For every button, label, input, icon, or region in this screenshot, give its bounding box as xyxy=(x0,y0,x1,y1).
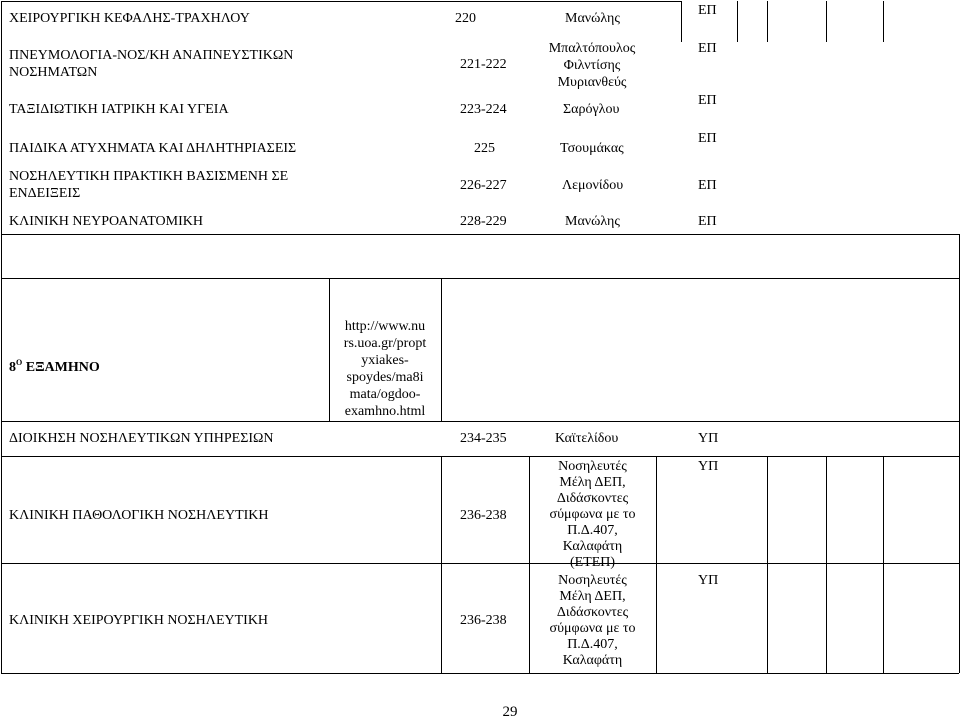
course-hours: 221-222 xyxy=(460,57,507,72)
instructor-line: Διδάσκοντες xyxy=(556,605,629,620)
course-type: ΕΠ xyxy=(698,41,717,56)
semester-number: 8 xyxy=(9,360,16,375)
instructor-line: Μπαλτόπουλος xyxy=(548,41,636,56)
course-type: ΕΠ xyxy=(698,178,717,193)
instructor-line: Π.Δ.407, xyxy=(567,637,618,652)
course-name: ΚΛΙΝΙΚΗ ΝΕΥΡΟΑΝΑΤΟΜΙΚΗ xyxy=(9,214,203,229)
course-type: ΥΠ xyxy=(698,573,719,588)
instructor-line: σύμφωνα με το xyxy=(549,621,636,636)
course-instructor: Τσουμάκας xyxy=(560,141,624,156)
instructor-line: (ΕΤΕΠ) xyxy=(569,555,616,570)
course-instructor: Καϊτελίδου xyxy=(555,431,619,446)
course-name: ΤΑΞΙΔΙΩΤΙΚΗ ΙΑΤΡΙΚΗ ΚΑΙ ΥΓΕΙΑ xyxy=(9,102,229,117)
instructor-line: Καλαφάτη xyxy=(562,653,623,668)
instructor-line: Καλαφάτη xyxy=(562,539,623,554)
semester-heading xyxy=(9,359,100,376)
course-name: ΚΛΙΝΙΚΗ ΠΑΘΟΛΟΓΙΚΗ ΝΟΣΗΛΕΥΤΙΚΗ xyxy=(9,508,269,523)
instructor-line: Μέλη ΔΕΠ, xyxy=(559,475,626,490)
semester-link-line[interactable]: spoydes/ma8i xyxy=(346,370,424,385)
course-name: ΠΑΙΔΙΚΑ ΑΤΥΧΗΜΑΤΑ ΚΑΙ ΔΗΛΗΤΗΡΙΑΣΕΙΣ xyxy=(9,141,297,156)
course-hours: 225 xyxy=(474,141,495,156)
course-hours: 236-238 xyxy=(460,613,507,628)
instructor-line: Νοσηλευτές xyxy=(558,459,627,474)
course-type: ΥΠ xyxy=(698,431,719,446)
course-name: ΚΛΙΝΙΚΗ ΧΕΙΡΟΥΡΓΙΚΗ ΝΟΣΗΛΕΥΤΙΚΗ xyxy=(9,613,269,628)
course-name-line: ΝΟΣΗΛΕΥΤΙΚΗ ΠΡΑΚΤΙΚΗ ΒΑΣΙΣΜΕΝΗ ΣΕ xyxy=(9,169,289,184)
course-type: ΕΠ xyxy=(698,3,717,18)
course-hours: 234-235 xyxy=(460,431,507,446)
course-type: ΕΠ xyxy=(698,93,717,108)
course-name: ΧΕΙΡΟΥΡΓΙΚΗ ΚΕΦΑΛΗΣ-ΤΡΑΧΗΛΟΥ xyxy=(9,11,250,26)
semester-superscript: Ο xyxy=(16,358,23,367)
semester-link-line[interactable]: yxiakes- xyxy=(361,353,409,368)
course-type: ΥΠ xyxy=(698,459,719,474)
instructor-line: Μυριανθεύς xyxy=(557,75,627,90)
instructor-line: σύμφωνα με το xyxy=(549,507,636,522)
semester-link-line[interactable]: http://www.nu xyxy=(344,319,426,334)
course-hours: 223-224 xyxy=(460,102,507,117)
course-instructor: Μανώλης xyxy=(565,11,620,26)
course-name-line: ΠΝΕΥΜΟΛΟΓΙΑ-ΝΟΣ/ΚΗ ΑΝΑΠΝΕΥΣΤΙΚΩΝ xyxy=(9,48,294,63)
instructor-line: Φιλντίσης xyxy=(563,58,621,73)
course-type: ΕΠ xyxy=(698,214,717,229)
semester-link-line[interactable]: examhno.html xyxy=(344,404,426,419)
instructor-line: Π.Δ.407, xyxy=(567,523,618,538)
instructor-line: Μέλη ΔΕΠ, xyxy=(559,589,626,604)
course-hours: 236-238 xyxy=(460,508,507,523)
course-name: ΔΙΟΙΚΗΣΗ ΝΟΣΗΛΕΥΤΙΚΩΝ ΥΠΗΡΕΣΙΩΝ xyxy=(9,431,274,446)
course-name-line: ΝΟΣΗΜΑΤΩΝ xyxy=(9,65,98,80)
course-type: ΕΠ xyxy=(698,131,717,146)
semester-link-line[interactable]: rs.uoa.gr/propt xyxy=(343,336,427,351)
semester-link-line[interactable]: mata/ogdoo- xyxy=(349,387,421,402)
page-number: 29 xyxy=(502,704,518,720)
course-name-line: ΕΝΔΕΙΞΕΙΣ xyxy=(9,186,81,201)
course-instructor: Λεμονίδου xyxy=(562,178,624,193)
course-hours: 226-227 xyxy=(460,178,507,193)
course-instructor: Μανώλης xyxy=(565,214,620,229)
semester-label: ΕΞΑΜΗΝΟ xyxy=(25,360,100,375)
course-hours: 220 xyxy=(455,11,476,26)
course-hours: 228-229 xyxy=(460,214,507,229)
instructor-line: Νοσηλευτές xyxy=(558,573,627,588)
instructor-line: Διδάσκοντες xyxy=(556,491,629,506)
course-instructor: Σαρόγλου xyxy=(563,102,620,117)
